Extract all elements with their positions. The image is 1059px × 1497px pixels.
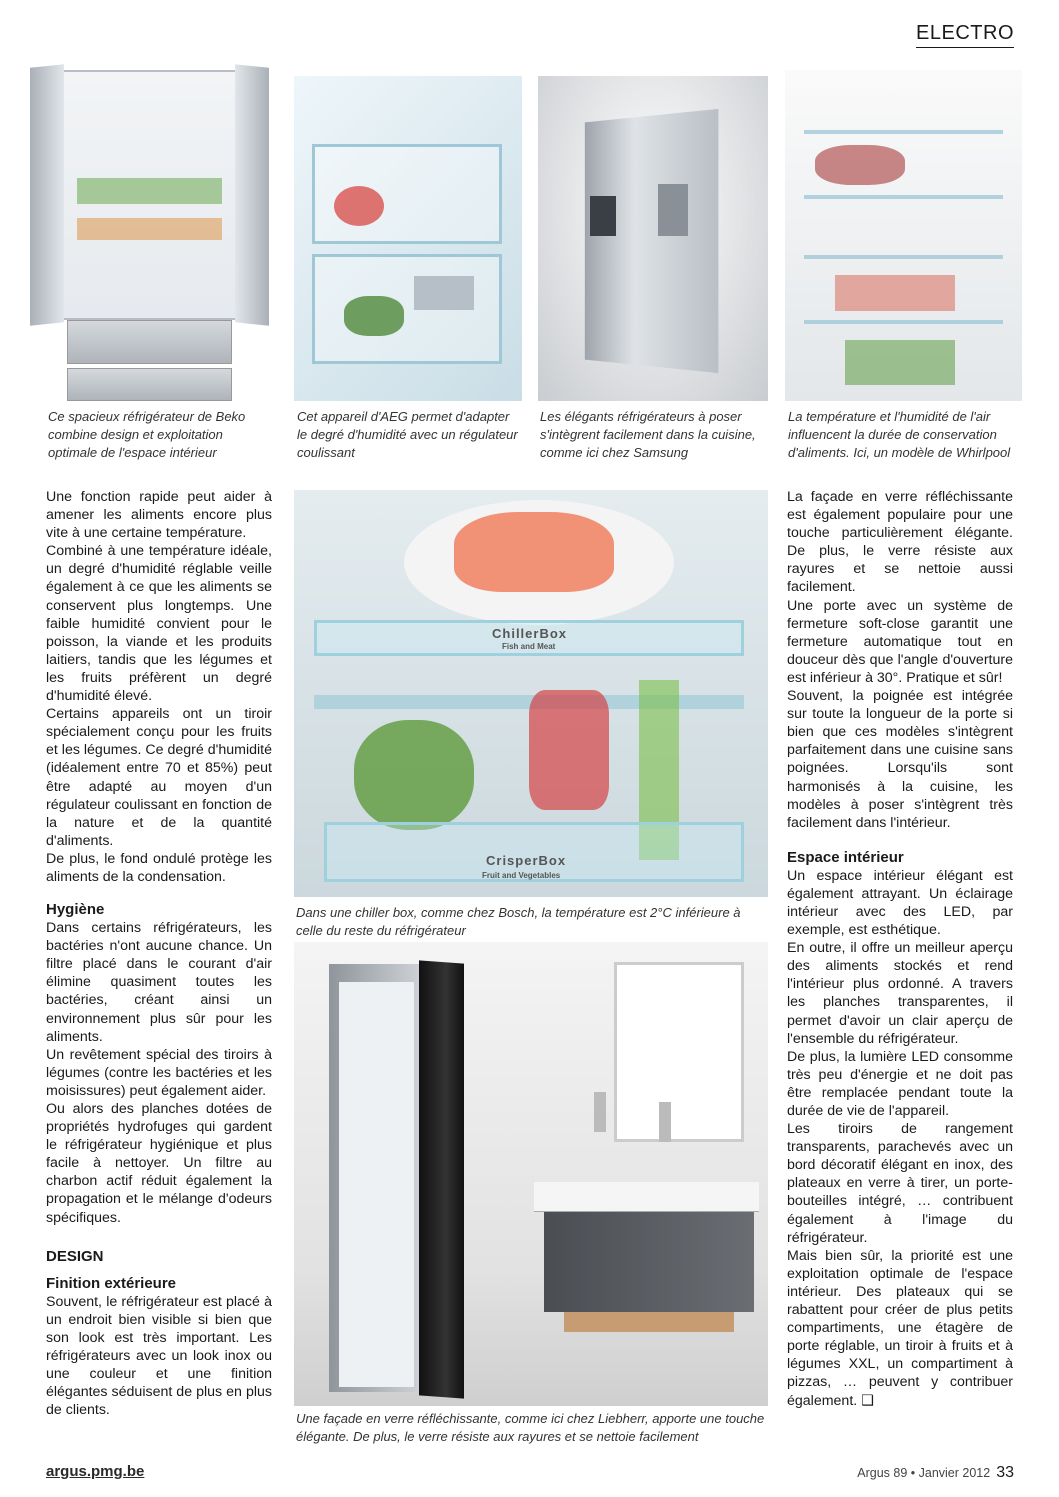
liebherr-kitchen-photo (294, 942, 768, 1406)
left-text-column (46, 488, 272, 1419)
beko-fridge-photo (22, 58, 278, 401)
left-paragraph-5: Dans certains réfrigérateurs, les bactéries n'ont aucune chance. Un filtre placé dans le courant d'air élimine quasiment toutes les bactéries, créant ainsi un environnement plus sûr pour les aliments. (46, 920, 272, 1045)
caption-beko: Ce spacieux réfrigérateur de Beko combine design et exploitation optimale de l'espace intérieur (48, 409, 246, 460)
right-paragraph-6: De plus, la lumière LED consomme très peu d'énergie et ne doit pas être remplacée pendant toute la durée de vie de l'appareil. (787, 1048, 1013, 1119)
crisperbox-label: CrisperBox (486, 853, 567, 868)
footer-issue-info (857, 1464, 1014, 1482)
left-paragraph-8: Souvent, le réfrigérateur est placé à un endroit bien visible si bien que son look est très important. Les réfrigérateurs avec un look inox ou une couleur et une finition élégantes séduisent de plus en plus de clients. (46, 1293, 272, 1419)
whirlpool-interior-photo (785, 70, 1022, 401)
right-paragraph-2: Une porte avec un système de fermeture soft-close garantit une fermeture automatique tout en douceur dès que l'angle d'ouverture est inférieur à 30°. Pratique et sûr! (787, 597, 1013, 686)
right-paragraph-3: Souvent, la poignée est intégrée sur toute la longueur de la porte si bien que ces modèles s'intègrent parfaitement dans une cuisine sans poignées. Lorsqu'ils sont harmonisés à la cuisine, les modèles à poser s'intègrent très facilement dans l'intérieur. (787, 688, 1013, 831)
right-paragraph-5: En outre, il offre un meilleur aperçu des aliments stockés et rend l'intérieur plus ordonné. A travers les planches transparentes, il permet d'avoir un clair aperçu de l'ensemble du réfrigérateur. (787, 940, 1013, 1047)
caption-samsung: Les élégants réfrigérateurs à poser s'intègrent facilement dans la cuisine, comme ici chez Samsung (540, 409, 756, 460)
aeg-drawers-photo (294, 76, 522, 401)
chillerbox-sublabel: Fish and Meat (502, 642, 556, 651)
left-paragraph-4: De plus, le fond ondulé protège les aliments de la condensation. (46, 850, 272, 885)
heading-finition: Finition extérieure (46, 1274, 177, 1292)
section-tag: ELECTRO (916, 22, 1014, 48)
left-paragraph-6: Un revêtement spécial des tiroirs à légumes (contre les bactéries et les moisissures) peut également aider. (46, 1046, 272, 1099)
caption-whirlpool: La température et l'humidité de l'air influencent la durée de conservation d'aliments. Ici, un modèle de Whirlpool (788, 409, 1011, 460)
footer-issue: Argus 89 • Janvier 2012 (857, 1466, 991, 1480)
caption-aeg: Cet appareil d'AEG permet d'adapter le degré d'humidité avec un régulateur coulissant (297, 409, 518, 460)
chillerbox-label: ChillerBox (492, 626, 568, 641)
left-paragraph-3: Certains appareils ont un tiroir spécialement conçu pour les fruits et les légumes. Ce degré d'humidité (idéalement entre 70 et 85%) peut être adapté au moyen d'un régulateur coulissant en fonction de la nature et de la quantité d'aliments. (46, 706, 272, 849)
left-paragraph-2: Combiné à une température idéale, un degré d'humidité réglable veille également à ce que les aliments se conservent plus longtemps. Une faible humidité convient pour le poisson, la viande et les produits laitiers, tandis que les légumes et les fruits préfèrent un degré d'humidité élevé. (46, 543, 272, 705)
caption-liebherr: Une façade en verre réfléchissante, comme ici chez Liebherr, apporte une touche élégante. De plus, le verre résiste aux rayures et se nettoie facilement (296, 1411, 765, 1444)
left-paragraph-1: Une fonction rapide peut aider à amener les aliments encore plus vite à une certaine température. (46, 489, 272, 542)
right-paragraph-4: Un espace intérieur élégant est également attrayant. Un éclairage intérieur avec des LED, par exemple, est esthétique. (787, 867, 1013, 939)
bosch-chillerbox-photo (294, 490, 768, 897)
page-number: 33 (996, 1464, 1014, 1481)
footer-site-link[interactable]: argus.pmg.be (46, 1463, 145, 1480)
right-paragraph-7: Les tiroirs de rangement transparents, parachevés avec un bord décoratif élégant en inox, des plateaux en verre à tirer, un porte-bouteilles intégré, … contribuent également à l'image du réfrigérateur. (787, 1121, 1013, 1246)
heading-hygiene: Hygiène (46, 901, 105, 919)
heading-espace-interieur: Espace intérieur (787, 848, 904, 866)
samsung-fridge-photo (538, 76, 768, 401)
right-paragraph-1: La façade en verre réfléchissante est également populaire pour une touche particulièrement élégante. De plus, le verre résiste aux rayures et se nettoie aussi facilement. (787, 489, 1013, 596)
crisperbox-sublabel: Fruit and Vegetables (482, 871, 561, 880)
right-text-column (787, 488, 1013, 1410)
heading-design: DESIGN (46, 1247, 104, 1265)
left-paragraph-7: Ou alors des planches dotées de propriétés hydrofuges qui gardent le réfrigérateur hygiénique et plus facile à nettoyer. Un filtre au charbon actif réduit également la propagation et le mélange d'odeurs spécifiques. (46, 1101, 272, 1226)
right-paragraph-8: Mais bien sûr, la priorité est une exploitation optimale de l'espace intérieur. Des plateaux qui se rabattent pour créer de plus petits compartiments, une étagère de porte réglable, un tiroir à fruits et à légumes XXL, un compartiment à pizzas, … peuvent y contribuer également. ❑ (787, 1247, 1013, 1409)
caption-bosch: Dans une chiller box, comme chez Bosch, la température est 2°C inférieure à celle du reste du réfrigérateur (296, 905, 741, 938)
